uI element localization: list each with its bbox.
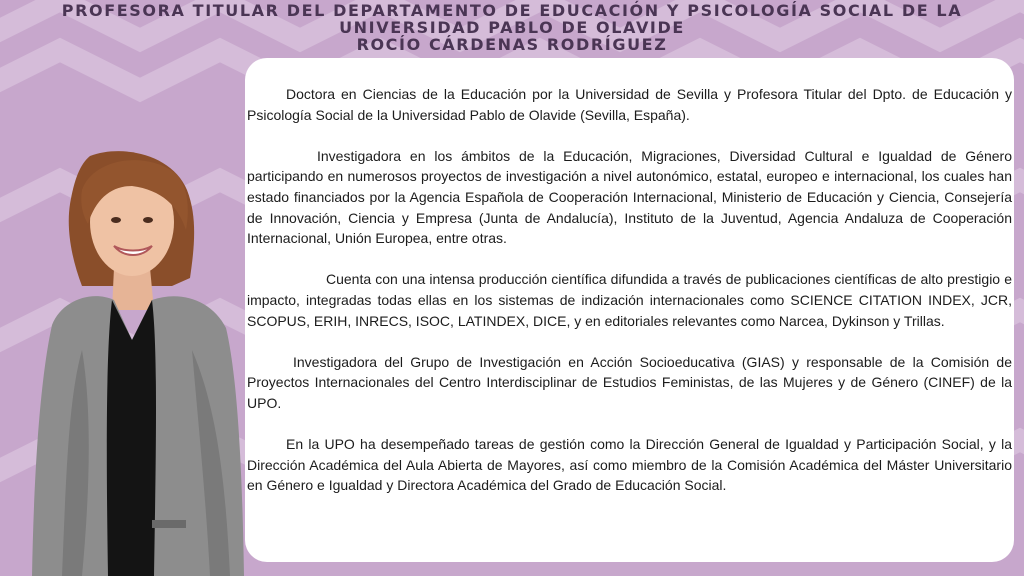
header-title-line-1: PROFESORA TITULAR DEL DEPARTAMENTO DE EDUCACIÓN Y PSICOLOGÍA SOCIAL DE LA: [61, 1, 963, 20]
header-name: ROCÍO CÁRDENAS RODRÍGUEZ: [356, 35, 668, 54]
page-header: [40, 2, 984, 53]
portrait-photo: [22, 150, 250, 576]
bio-card: [245, 58, 1014, 562]
bio-paragraph-2: Investigadora en los ámbitos de la Educación, Migraciones, Diversidad Cultural e Igualdad de Género participando en numerosos proyectos de investigación a nivel autonómico, estatal, europeo e internacional, los cuales han estado financiados por la Agencia Española de Cooperación Internacional, Ministerio de Educación y Ciencia, Consejería de Innovación, Ciencia y Empresa (Junta de Andalucía), Instituto de la Juventud, Agencia Andaluza de Cooperación Internacional, Unión Europea, entre otras.: [247, 147, 1012, 247]
bio-paragraph-3: Cuenta con una intensa producción científica difundida a través de publicaciones científicas de alto prestigio e impacto, integradas todas ellas en los sistemas de indización internacionales como SCIENCE CITATION INDEX, JCR, SCOPUS, ERIH, INRECS, ISOC, LATINDEX, DICE, y en editoriales relevantes como Narcea, Dykinson y Trillas.: [247, 271, 1012, 329]
bio-paragraph-4: Investigadora del Grupo de Investigación en Acción Socioeducativa (GIAS) y responsable de la Comisión de Proyectos Internacionales del Centro Interdisciplinar de Estudios Feministas, de las Mujeres y de Género (CINEF) de la UPO.: [247, 353, 1012, 411]
bio-paragraph-1: Doctora en Ciencias de la Educación por la Universidad de Sevilla y Profesora Titular del Dpto. de Educación y Psicología Social de la Universidad Pablo de Olavide (Sevilla, España).: [247, 86, 1012, 123]
bio-text: [247, 84, 1012, 496]
bio-paragraph-5: En la UPO ha desempeñado tareas de gestión como la Dirección General de Igualdad y Participación Social, y la Dirección Académica del Aula Abierta de Mayores, así como miembro de la Comisión Académica del Máster Universitario en Género e Igualdad y Directora Académica del Grado de Educación Social.: [247, 436, 1012, 494]
header-title-line-2: UNIVERSIDAD PABLO DE OLAVIDE: [339, 18, 685, 37]
